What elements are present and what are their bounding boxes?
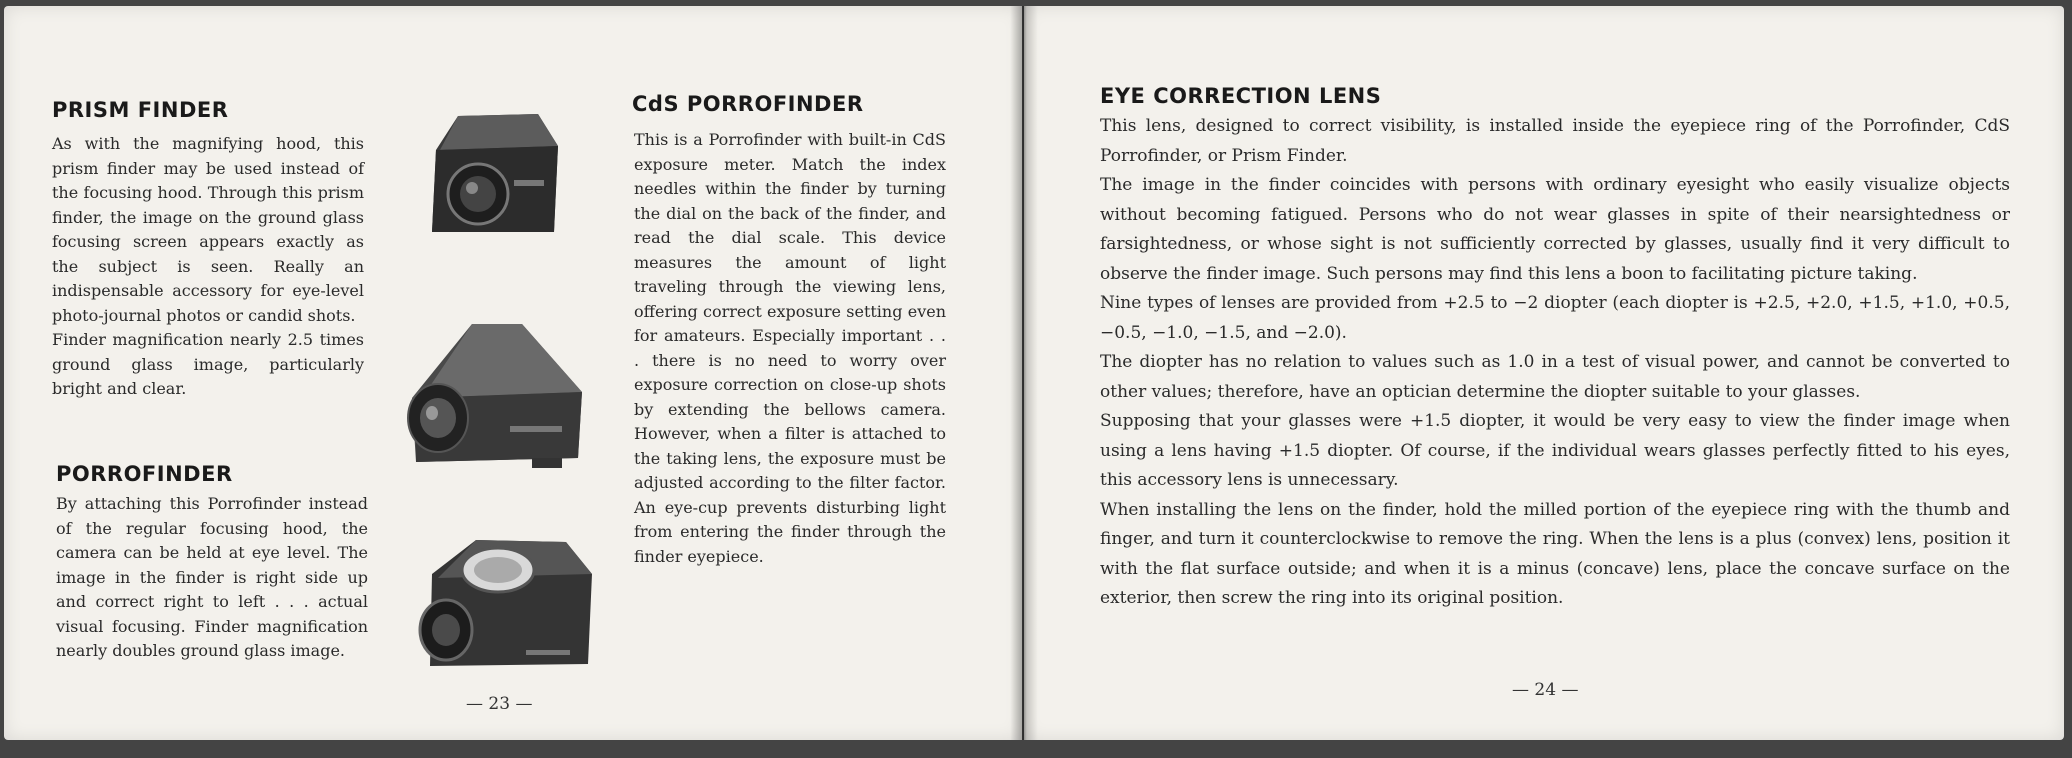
- cds-porrofinder-body: This is a Porrofinder with built-in CdS exposure meter. Match the index needles within the finder by turning the dial on the back of the finder, and read the dial scale. This device measures the amount of light traveling through the viewing lens, offering correct exposure setting even for amateurs. Especially important . . . there is no need to worry over exposure correction on close-up shots by extending the bellows camera. However, when a filter is attached to the taking lens, the exposure must be adjusted according to the filter factor. An eye-cup prevents disturbing light from entering the finder through the finder eyepiece.: [634, 130, 946, 566]
- page-number-right: — 24 —: [1512, 680, 1579, 700]
- eye-correction-paragraph-6: When installing the lens on the finder, hold the milled portion of the eyepiece ring with the thumb and finger, and turn it counterclockwise to remove the ring. When the lens is a plus (convex) lens, position it with the flat surface outside; and when it is a minus (concave) lens, place the concave surface on the exterior, then screw the ring into its original position.: [1100, 499, 2010, 608]
- prism-finder-body: As with the magnifying hood, this prism finder may be used instead of the focusing hood. Through this prism finder, the image on the ground glass focusing screen appears exactly as the subject is seen. Really an indispensable accessory for eye-level photo-journal photos or candid shots.: [52, 134, 364, 325]
- prism-finder-magnification: Finder magnification nearly 2.5 times ground glass image, particularly bright and clear.: [52, 330, 364, 398]
- prism-finder-heading: PRISM FINDER: [52, 98, 229, 122]
- left-page: [4, 6, 1022, 740]
- cds-porrofinder-heading: CdS PORROFINDER: [632, 92, 864, 116]
- eye-correction-paragraph-4: The diopter has no relation to values such as 1.0 in a test of visual power, and cannot be converted to other values; therefore, have an optician determine the diopter suitable to your glasses.: [1100, 352, 2010, 402]
- eye-correction-paragraph-1: This lens, designed to correct visibility, is installed inside the eyepiece ring of the Porrofinder, CdS Porrofinder, or Prism Finder.: [1100, 116, 2010, 166]
- prism-finder-illustration: [418, 110, 568, 240]
- eye-correction-paragraph-3: Nine types of lenses are provided from +2.5 to −2 diopter (each diopter is +2.5, +2.0, +1.5, +1.0, +0.5, −0.5, −1.0, −1.5, and −2.0).: [1100, 293, 2010, 343]
- porrofinder-illustration: [402, 318, 592, 468]
- book-gutter: [1010, 6, 1038, 740]
- page-number-left: — 23 —: [466, 694, 533, 714]
- eye-correction-text: [1100, 112, 2010, 614]
- porrofinder-body: By attaching this Porrofinder instead of the regular focusing hood, the camera can be held at eye level. The image in the finder is right side up and correct right to left . . . actual visual focusing. Finder magnification nearly doubles ground glass image.: [56, 494, 368, 660]
- cds-porrofinder-illustration: [416, 534, 596, 674]
- right-page: [1024, 6, 2064, 740]
- prism-finder-text: [52, 132, 364, 402]
- eye-correction-heading: EYE CORRECTION LENS: [1100, 84, 1382, 108]
- porrofinder-heading: PORROFINDER: [56, 462, 233, 486]
- eye-correction-paragraph-2: The image in the finder coincides with persons with ordinary eyesight who easily visualize objects without becoming fatigued. Persons who do not wear glasses in spite of their nearsightedness or farsightedness, or whose sight is not sufficiently corrected by glasses, usually find it very difficult to observe the finder image. Such persons may find this lens a boon to facilitating picture taking.: [1100, 175, 2010, 284]
- eye-correction-paragraph-5: Supposing that your glasses were +1.5 diopter, it would be very easy to view the finder image when using a lens having +1.5 diopter. Of course, if the individual wears glasses perfectly fitted to his eyes, this accessory lens is unnecessary.: [1100, 411, 2010, 490]
